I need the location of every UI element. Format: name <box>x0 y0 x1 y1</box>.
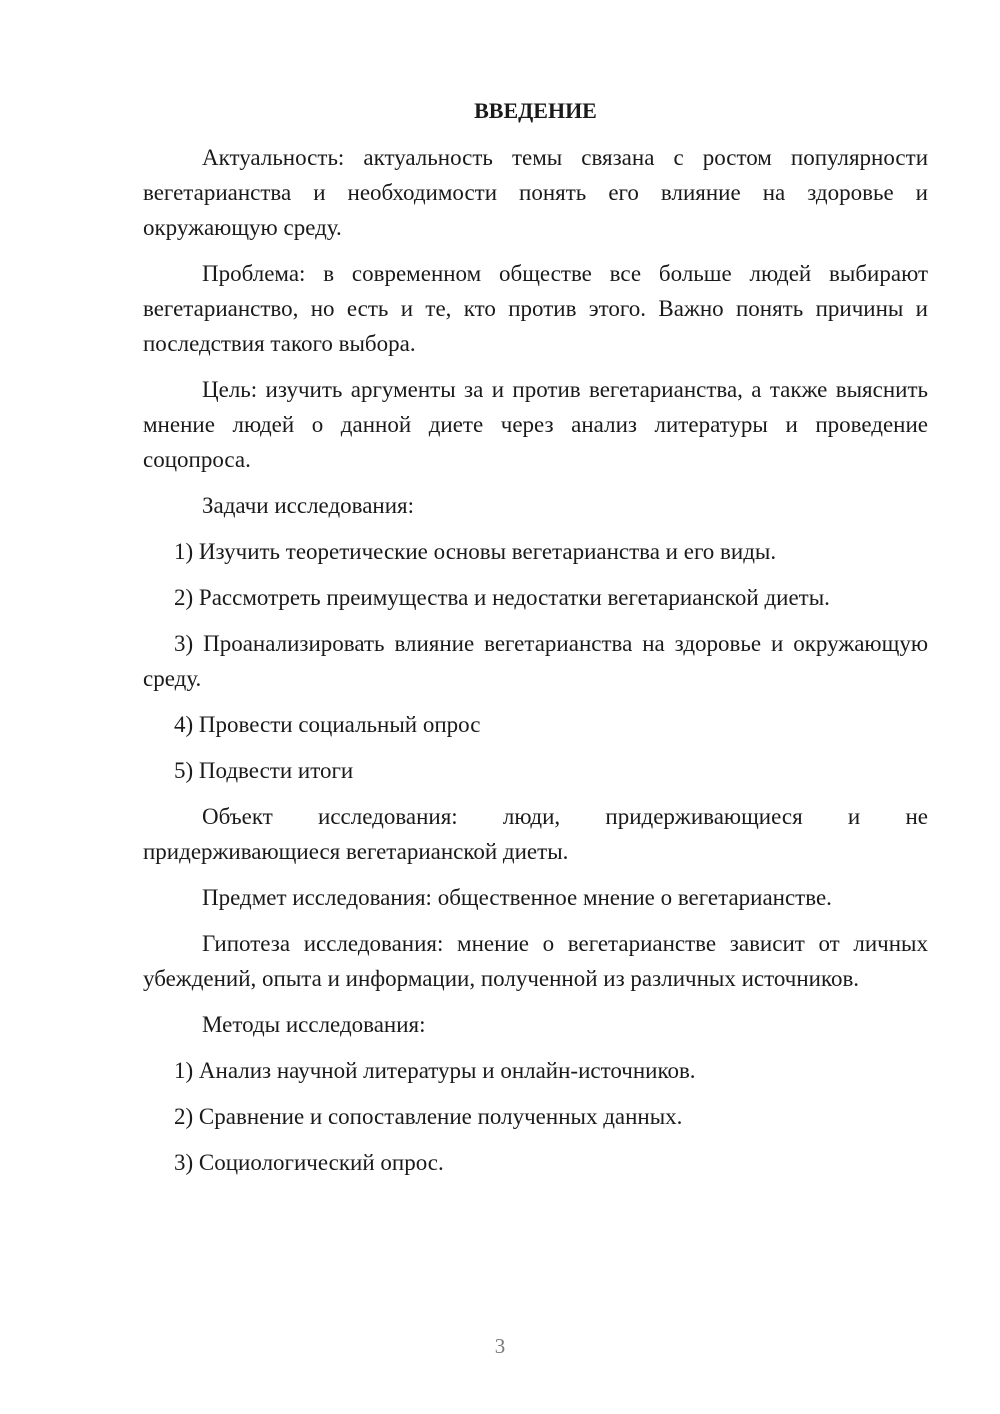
task-item: 1) Изучить теоретические основы вегетарианства и его виды. <box>174 539 777 564</box>
goal-paragraph: Цель: изучить аргументы за и против вегетарианства, а также выяснить мнение людей о данной диете через анализ литературы и проведение соцопроса. <box>143 377 928 472</box>
relevance-paragraph: Актуальность: актуальность темы связана с ростом популярности вегетарианства и необходимости понять его влияние на здоровье и окружающую среду. <box>143 145 928 240</box>
tasks-heading: Задачи исследования: <box>202 493 415 518</box>
task-item: 2) Рассмотреть преимущества и недостатки вегетарианской диеты. <box>174 585 830 610</box>
subject-paragraph: Предмет исследования: общественное мнение о вегетарианстве. <box>202 885 832 910</box>
page-title: ВВЕДЕНИЕ <box>474 98 597 123</box>
page-number: 3 <box>494 1334 506 1358</box>
method-item: 3) Социологический опрос. <box>174 1150 444 1175</box>
method-item: 1) Анализ научной литературы и онлайн-источников. <box>174 1058 696 1083</box>
hypothesis-paragraph: Гипотеза исследования: мнение о вегетарианстве зависит от личных убеждений, опыта и информации, полученной из различных источников. <box>143 931 928 991</box>
object-paragraph: Объект исследования: люди, придерживающиеся и не придерживающиеся вегетарианской диеты. <box>143 804 928 864</box>
methods-heading: Методы исследования: <box>202 1012 426 1037</box>
task-item: 4) Провести социальный опрос <box>174 712 481 737</box>
page-content <box>143 94 928 1191</box>
task-item: 3) Проанализировать влияние вегетарианства на здоровье и окружающую среду. <box>143 631 928 691</box>
method-item: 2) Сравнение и сопоставление полученных данных. <box>174 1104 683 1129</box>
problem-paragraph: Проблема: в современном обществе все больше людей выбирают вегетарианство, но есть и те, кто против этого. Важно понять причины и последствия такого выбора. <box>143 261 928 356</box>
task-item: 5) Подвести итоги <box>174 758 354 783</box>
